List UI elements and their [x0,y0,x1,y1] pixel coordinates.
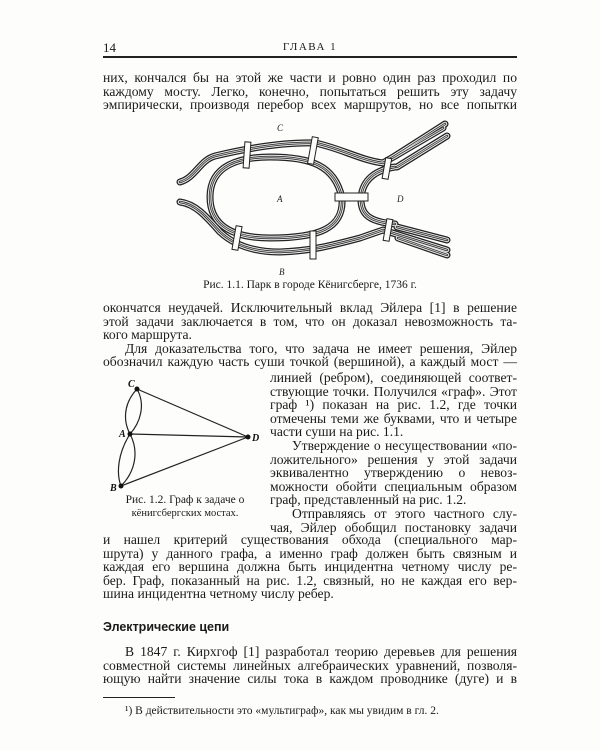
caption-line: кёнигсбергских мостах. [131,508,239,519]
label-c: C [128,379,135,390]
text-line: них, кончался бы на этой же части и ровно один раз проходил по [103,70,517,85]
text-line: Для доказательства того, что задача не имеет решения, Эйлер [125,340,517,356]
label-b: B [279,267,285,277]
caption-line: Рис. 1.2. Граф к задаче о [125,494,245,506]
bridge [243,142,251,168]
text-line: эмпирически, производя перебор всех маршрутов, но все попытки [103,97,517,113]
edge-a-d [130,434,248,437]
text-line: можности обойти специальным образом [270,478,517,494]
text-line: Отправляясь от этого частного слу- [292,505,517,521]
running-header: ГЛАВА 1 [282,41,338,53]
edge-a-b-1 [118,434,130,486]
paragraph [103,645,517,686]
text-line: отмечены теми же буквами, что и четыре [270,410,517,426]
text-line: совместной системы линейных алгебраических уравнений, позволя- [103,657,517,673]
vertex-a [128,432,133,437]
bridge [335,193,368,201]
paragraph [103,301,517,369]
vertex-c [135,387,140,392]
label-a: A [119,429,126,440]
text-line: граф, представленный на рис. 1.2. [270,492,467,508]
figure-koenigsberg-map [170,120,490,280]
bridge [310,231,316,259]
text-line: чая, Эйлер обобщил постановку задачи [270,519,517,535]
text-line: и нашел критерий существования обхода (специального мар- [103,532,517,547]
paragraph-right-column [270,371,517,534]
paragraph [103,533,517,601]
text-line: Утверждение о несуществовании «по- [292,437,517,453]
text-line: каждому мосту. Легко, конечно, попытаться решить эту задачу [103,83,517,99]
label-a: A [277,194,283,204]
vertex-d [246,435,251,440]
text-line: части суши на рис. 1.1. [270,424,404,440]
text-line: эквивалентно утверждению о невоз- [270,465,517,481]
text-line: ствующие точки. Получился «граф». Этот [270,383,517,399]
text-line: шрута) у данного графа, а именно граф должен быть связным и [103,545,517,561]
figure-graph [100,375,270,495]
footnote: ¹) В действительности это «мультиграф», как мы увидим в гл. 2. [125,705,439,717]
label-b: B [110,483,117,494]
text-line: кого маршрута. [103,327,192,343]
paragraph [103,71,517,112]
label-d: D [252,433,260,444]
label-c: C [277,123,284,133]
text-line: каждая его вершина должна быть инцидентна четному числу ре- [103,559,517,575]
figure-1-caption: Рис. 1.1. Парк в городе Кёнигсберге, 1736 г. [203,279,417,291]
edge-a-b-2 [121,434,135,486]
figure-2-caption [100,494,270,520]
page-number: 14 [103,40,116,55]
graph-edges [118,389,248,486]
header-rule [103,56,517,58]
vertex-b [119,484,124,489]
text-line: этой задачи заключается в том, что он доказал невозможность та- [103,313,517,329]
text-line: В 1847 г. Кирхгоф [1] разработал теорию деревьев для решения [125,644,517,659]
text-line: обозначил каждую часть суши точкой (вершиной), а каждый мост — [103,354,517,370]
footnote-rule [103,697,175,698]
text-line: шина инцидентна четному числу ребер. [103,586,334,602]
text-line: ложительного» решения у этой задачи [270,451,517,467]
text-line: ющую найти значение силы тока в каждом проводнике (дуге) и в [103,671,517,687]
text-line: граф ¹) показан на рис. 1.2, где точки [270,397,517,413]
section-heading: Электрические цепи [103,620,230,634]
label-d: D [397,194,404,204]
text-line: бер. Граф, показанный на рис. 1.2, связный, но не каждая его вер- [103,572,517,588]
text-line: линией (ребром), соединяющей соответ- [270,370,517,385]
edge-b-d [121,437,248,486]
text-line: окончатся неудачей. Исключительный вклад Эйлера [1] в решение [103,300,517,315]
edge-c-d [137,389,248,437]
